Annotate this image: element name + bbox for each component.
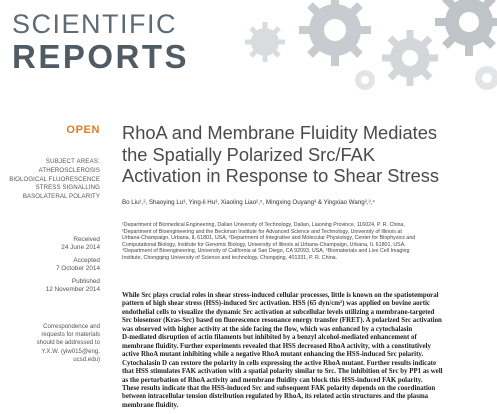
correspondence-line: requests for materials <box>41 331 100 339</box>
affiliation-line: Institute, Chongqing University of Science and technology, Chongqing, 401331, P. R. China. <box>122 254 338 261</box>
abstract-line: Cytochalasin D can restore the polarity in cells expressing the active RhoA mutant. Further results indicate <box>122 359 437 367</box>
abstract-line: pattern of high shear stress (HSS)-induced Src activation. HSS (65 dyn/cm²) was applied on bovine aortic <box>122 300 430 308</box>
abstract-line: membrane fluidity. <box>122 401 179 409</box>
published-label: Published <box>71 277 100 285</box>
subject-link[interactable]: BIOLOGICAL FLUORESCENCE <box>9 175 100 183</box>
journal-logo-line2: REPORTS <box>12 38 190 75</box>
affiliation-line: ²Department of Bioengineering and the Beckman Institute for Advanced Science and Technology, University of Illinois at <box>122 228 402 235</box>
subject-areas-list <box>4 167 100 201</box>
title-line: RhoA and Membrane Fluidity Mediates <box>122 122 438 143</box>
abstract-line: active RhoA mutant inhibiting while a negative RhoA mutant enhancing the HSS-induced Src polarity. <box>122 351 424 359</box>
correspondence-email[interactable]: Y.X.W. (yiw015@eng. <box>41 347 100 355</box>
affiliation-line: ⁴Department of Bioengineering, University of California at San Diego, CA 92093, USA, ⁵Biomaterials and Live Cell Imaging <box>122 248 410 254</box>
accepted-date: 7 October 2014 <box>55 265 100 273</box>
abstract-line: D-mediated disruption of actin filaments but inhibited by a benzyl alcohol-mediated enhancement of <box>122 334 417 342</box>
affiliation-line: ¹Department of Biomedical Engineering, Dalian University of Technology, Dalian, Liaoning Province, 116024, P. R. China, <box>122 222 405 228</box>
subject-link[interactable]: ATHEROSCLEROSIS <box>38 167 100 174</box>
abstract-line: endothelial cells to visualize the dynamic Src activation at subcellular levels utilizing a membrane-targeted <box>122 308 435 316</box>
abstract-line: These results indicate that the HSS-induced Src and subsequent FAK polarity depends on the coordination <box>122 384 436 392</box>
abstract-line: between intracellular tension distribution regulated by RhoA, its related actin structures and the plasma <box>122 393 429 401</box>
journal-logo-line1: SCIENTIFIC <box>12 9 178 39</box>
affiliation-line: Computational Biology, Institute for Genomic Biology, University of Illinois at Urbana-Champaign, Urbana, IL 61801, USA, <box>122 241 406 248</box>
gears-decoration-icon <box>225 0 497 96</box>
title-line: Activation in Response to Shear Stress <box>122 165 440 186</box>
correspondence-email[interactable]: ucsd.edu) <box>73 355 100 363</box>
accepted-label: Accepted <box>73 256 100 264</box>
affiliation-line: Urbana-Champaign, Urbana, IL 61801, USA, ³Department of Integrative and Molecular Physiology, Center for Biophysics and <box>122 235 416 241</box>
article-dates <box>4 236 100 294</box>
open-access-label: OPEN <box>66 124 100 136</box>
published-date: 12 November 2014 <box>45 286 100 294</box>
abstract-line: While Src plays crucial roles in shear stress-induced cellular processes, little is known on the spatiotemporal <box>122 292 439 299</box>
correspondence-line: Correspondence and <box>43 323 100 330</box>
author-list: Bo Liu¹,², Shaoying Lu³, Ying-li Hu³, Xiaoling Liao²,⁵, Mingxing Ouyang³ & Yingxiao Wang²,³,⁴ <box>122 199 375 206</box>
received-label: Received <box>73 236 100 243</box>
abstract <box>122 292 490 410</box>
journal-header <box>0 0 497 96</box>
subject-areas-heading: SUBJECT AREAS: <box>45 158 100 165</box>
affiliations <box>122 222 487 261</box>
abstract-line: was observed with higher activity at the side facing the flow, which was enhanced by a cytochalasin <box>122 325 413 333</box>
abstract-line: membrane fluidity. Further experiments revealed that HSS decreased RhoA activity, with a constitutively <box>122 342 431 350</box>
correspondence-line: should be addressed to <box>36 339 100 347</box>
title-line: the Spatially Polarized Src/FAK <box>122 143 376 165</box>
received-date: 24 June 2014 <box>61 244 100 252</box>
article-title <box>122 122 487 187</box>
abstract-line: that HSS stimulates FAK activation with a spatial polarity similar to Src. The inhibition of Src by PP1 as well <box>122 368 443 376</box>
abstract-line: Src biosensor (Kras-Src) based on fluorescence resonance energy transfer (FRET). A polarized Src activation <box>122 317 442 325</box>
subject-link[interactable]: STRESS SIGNALLING <box>35 184 100 192</box>
subject-link[interactable]: BASOLATERAL POLARITY <box>22 192 100 200</box>
abstract-line: as the perturbation of RhoA activity and membrane fluidity can block this HSS-induced FAK polarity. <box>122 376 423 384</box>
correspondence-note <box>4 323 100 364</box>
